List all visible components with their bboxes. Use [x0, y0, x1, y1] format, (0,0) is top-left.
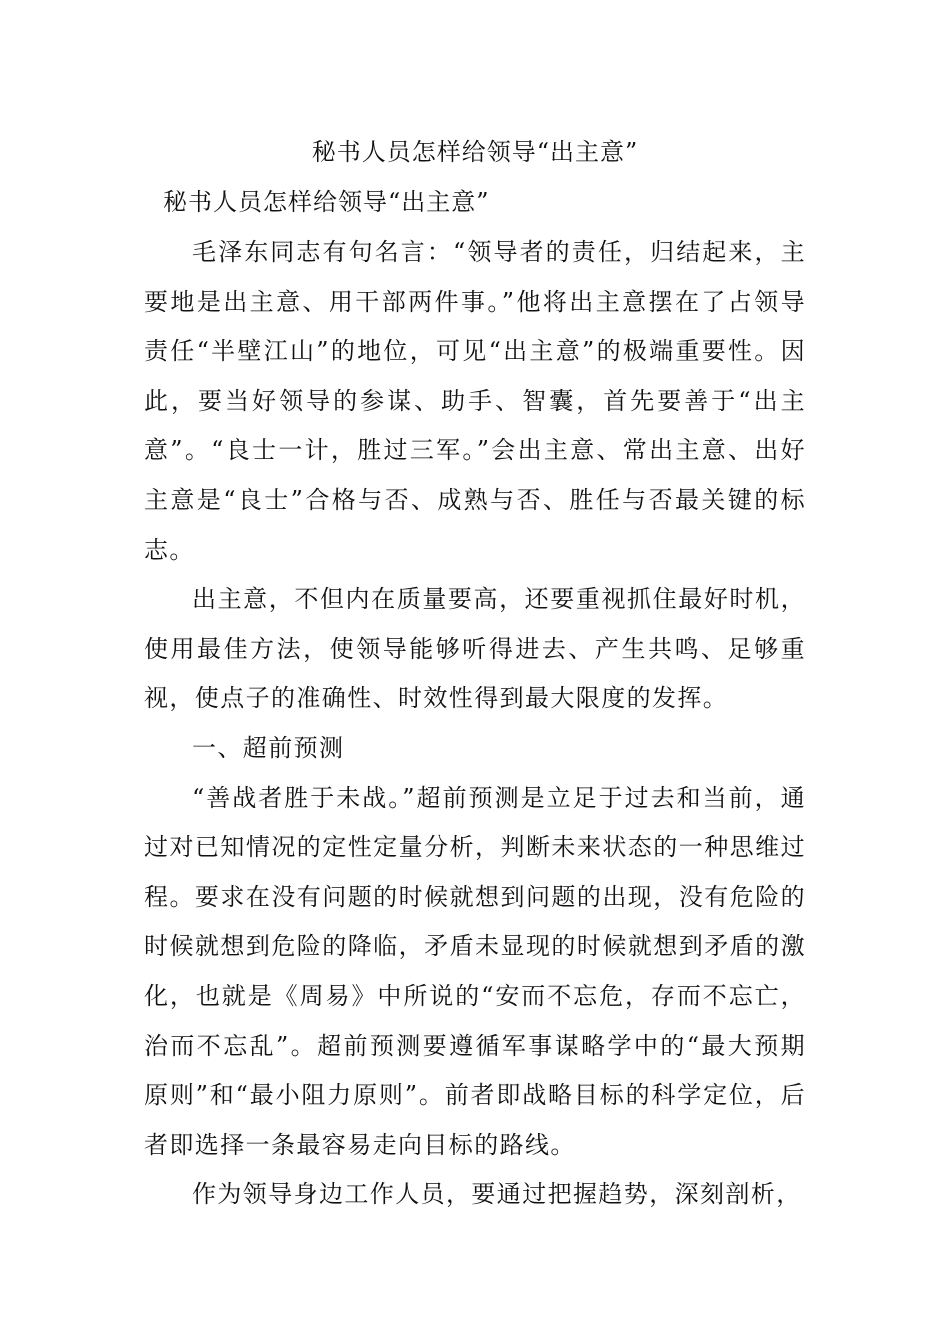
paragraph-intro: 毛泽东同志有句名言：“领导者的责任，归结起来，主要地是出主意、用干部两件事。”他将出主意摆在了占领导责任“半壁江山”的地位，可见“出主意”的极端重要性。因此，要当好领导的参谋、助手、智囊，首先要善于“出主意”。“良士一计，胜过三军。”会出主意、常出主意、出好主意是“良士”合格与否、成熟与否、胜任与否最关键的标志。 [144, 238, 806, 564]
paragraph-continued: 作为领导身边工作人员，要通过把握趋势，深刻剖析， [192, 1180, 802, 1209]
paragraph-method: 出主意，不但内在质量要高，还要重视抓住最好时机，使用最佳方法，使领导能够听得进去、产生共鸣、足够重视，使点子的准确性、时效性得到最大限度的发挥。 [144, 585, 806, 713]
document-title: 秘书人员怎样给领导“出主意” [311, 138, 639, 166]
paragraph-forecast: “善战者胜于未战。”超前预测是立足于过去和当前，通过对已知情况的定性定量分析，判断未来状态的一种思维过程。要求在没有问题的时候就想到问题的出现，没有危险的时候就想到危险的降临，矛盾未显现的时候就想到矛盾的激化，也就是《周易》中所说的“安而不忘危，存而不忘亡，治而不忘乱”。超前预测要遵循军事谋略学中的“最大预期原则”和“最小阻力原则”。前者即战略目标的科学定位，后者即选择一条最容易走向目标的路线。 [144, 783, 806, 1159]
document-body [144, 228, 806, 1220]
document-subtitle: 秘书人员怎样给领导“出主意” [163, 188, 490, 216]
section-heading-1: 一、超前预测 [192, 733, 345, 762]
